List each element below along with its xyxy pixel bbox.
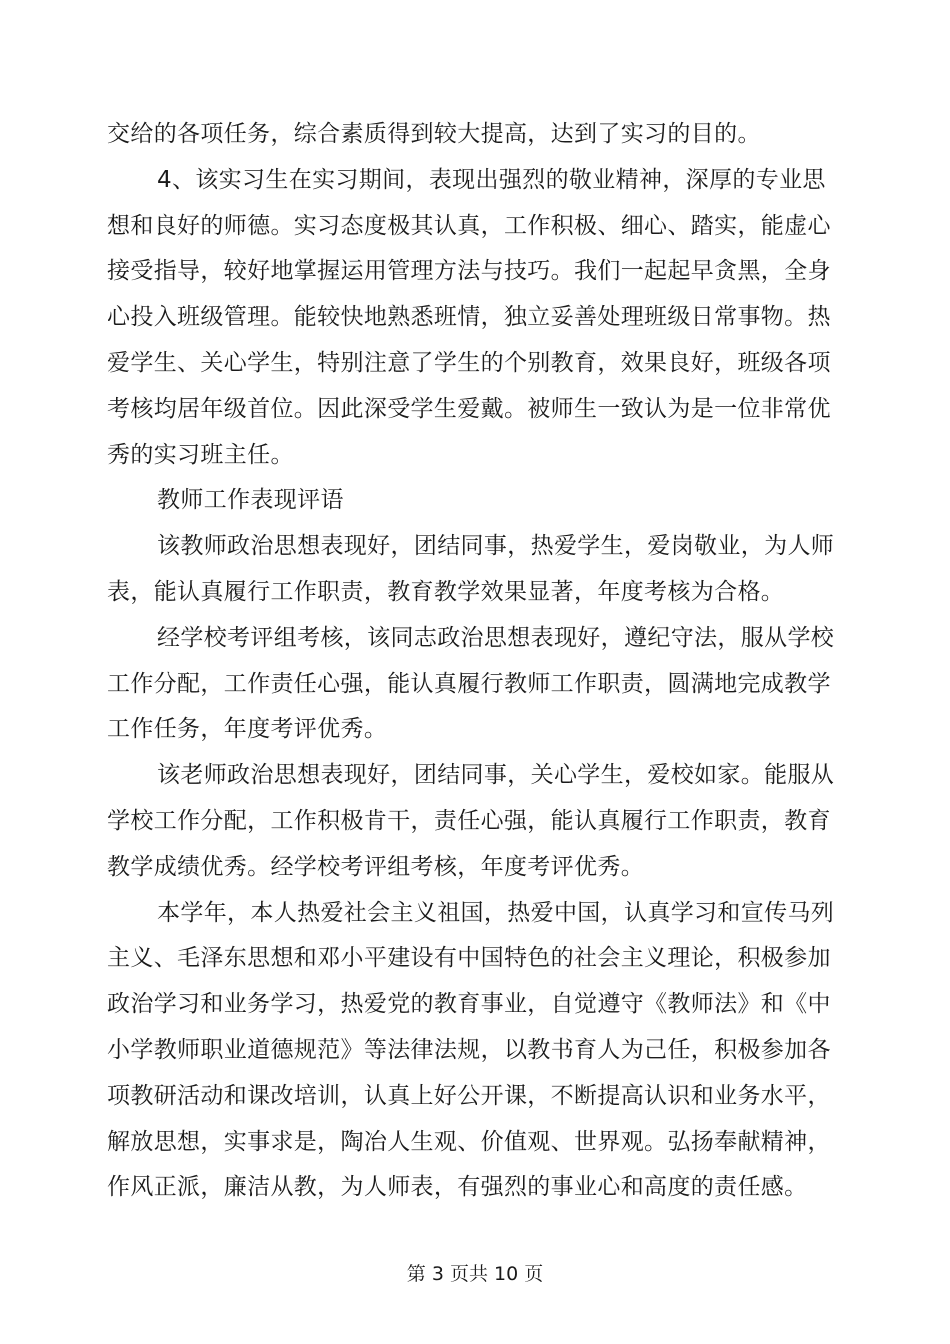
paragraph-teacher-comment-1: 该教师政治思想表现好，团结同事，热爱学生，爱岗敬业，为人师表，能认真履行工作职责，教育教学效果显著，年度考核为合格。 (107, 533, 835, 605)
paragraph-teacher-comment-2: 经学校考评组考核，该同志政治思想表现好，遵纪守法，服从学校工作分配，工作责任心强，能认真履行教师工作职责，圆满地完成教学工作任务，年度考评优秀。 (107, 624, 835, 743)
paragraph-self-evaluation: 本学年，本人热爱社会主义祖国，热爱中国，认真学习和宣传马列主义、毛泽东思想和邓小平建设有中国特色的社会主义理论，积极参加政治学习和业务学习，热爱党的教育事业，自觉遵守《教师法》和《中小学教师职业道德规范》等法律法规，以教书育人为己任，积极参加各项教研活动和课改培训，认真上好公开课，不断提高认识和业务水平，解放思想，实事求是，陶冶人生观、价值观、世界观。弘扬奉献精神，作风正派，廉洁从教，为人师表，有强烈的事业心和高度的责任感。 (107, 899, 835, 1201)
paragraph-intern-evaluation: 4、该实习生在实习期间，表现出强烈的敬业精神，深厚的专业思想和良好的师德。实习态度极其认真，工作积极、细心、踏实，能虚心接受指导，较好地掌握运用管理方法与技巧。我们一起起早贪黑，全身心投入班级管理。能较快地熟悉班情，独立妥善处理班级日常事物。热爱学生、关心学生，特别注意了学生的个别教育，效果良好，班级各项考核均居年级首位。因此深受学生爱戴。被师生一致认为是一位非常优秀的实习班主任。 (107, 166, 831, 468)
section-heading: 教师工作表现评语 (157, 487, 344, 514)
page-number-footer: 第 3 页共 10 页 (406, 1263, 544, 1285)
document-body (107, 112, 837, 1211)
paragraph-continuation: 交给的各项任务，综合素质得到较大提高，达到了实习的目的。 (107, 121, 761, 147)
paragraph-teacher-comment-3: 该老师政治思想表现好，团结同事，关心学生，爱校如家。能服从学校工作分配，工作积极肯干，责任心强，能认真履行工作职责，教育教学成绩优秀。经学校考评组考核，年度考评优秀。 (107, 762, 835, 880)
